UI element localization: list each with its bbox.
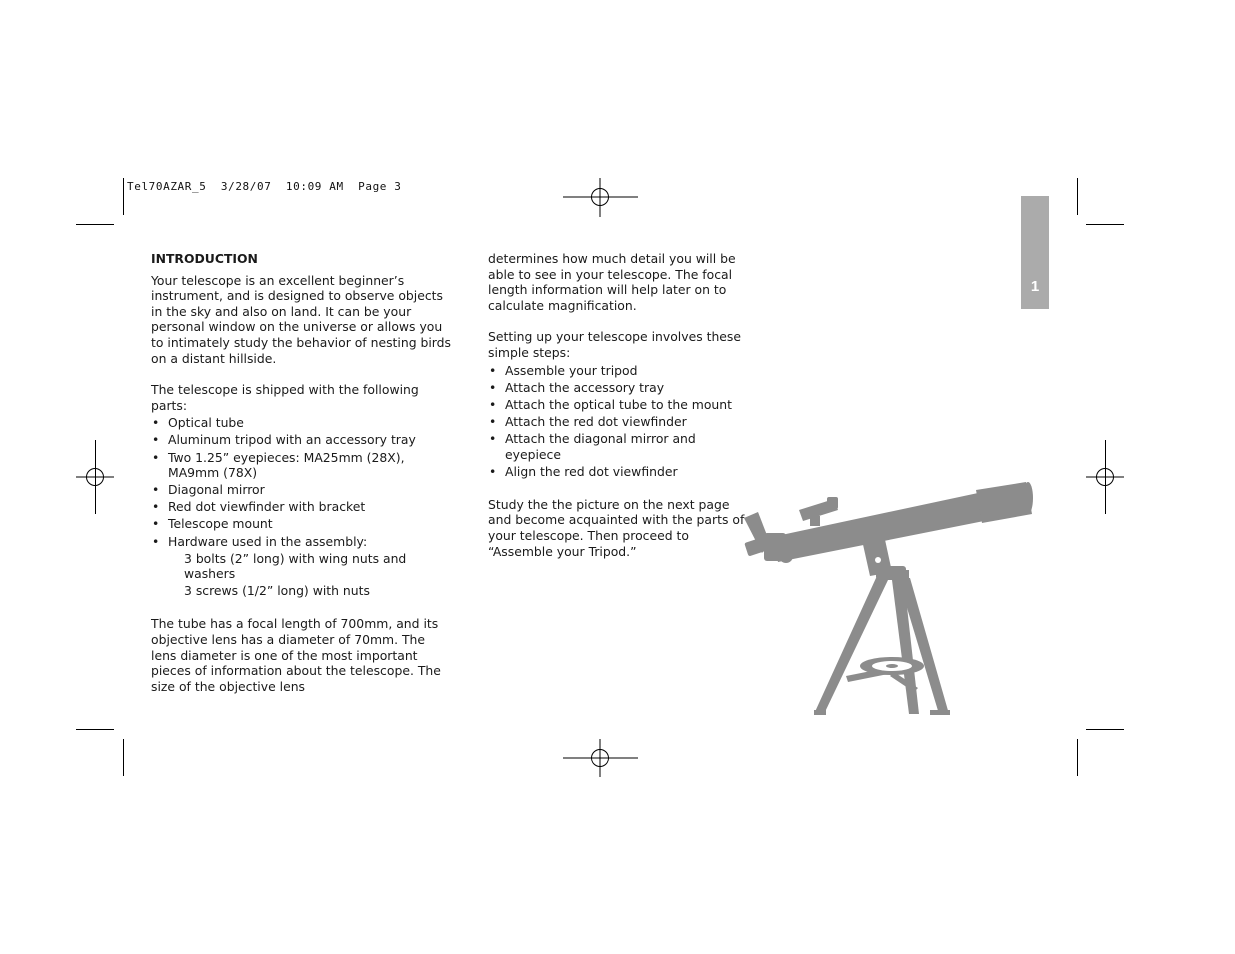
list-item: • Align the red dot viewfinder bbox=[488, 464, 750, 480]
list-item: • Diagonal mirror bbox=[151, 482, 451, 498]
list-item: • Optical tube bbox=[151, 415, 451, 431]
telescope-illustration bbox=[740, 478, 1040, 718]
hardware-item: 3 bolts (2” long) with wing nuts and washers bbox=[184, 550, 407, 582]
section-heading: INTRODUCTION bbox=[151, 251, 258, 266]
setup-column bbox=[488, 251, 750, 559]
steps-list bbox=[488, 363, 750, 480]
list-item: • Aluminum tripod with an accessory tray bbox=[151, 432, 451, 448]
list-item: • Hardware used in the assembly: bbox=[151, 534, 451, 550]
steps-intro: Setting up your telescope involves these simple steps: bbox=[488, 329, 741, 360]
hardware-item: 3 screws (1/2” long) with nuts bbox=[184, 583, 370, 599]
list-item: • Attach the optical tube to the mount bbox=[488, 397, 750, 413]
print-slug-line: Tel70AZAR_5 3/28/07 10:09 AM Page 3 bbox=[127, 180, 402, 193]
intro-paragraph: Your telescope is an excellent beginner’s instrument, and is designed to observe objects in the sky and also on land. It can be your personal window on the universe or allows you to intimately study the behavior of nesting birds on a distant hillside. bbox=[151, 272, 452, 366]
list-item: • Attach the diagonal mirror and eyepiece bbox=[488, 431, 750, 462]
list-item: • Two 1.25” eyepieces: MA25mm (28X), MA9mm (78X) bbox=[151, 450, 451, 481]
parts-list bbox=[151, 415, 451, 549]
crosshair-registration-mark-icon bbox=[563, 739, 638, 777]
parts-intro: The telescope is shipped with the following parts: bbox=[151, 382, 419, 413]
crosshair-registration-mark-icon bbox=[1086, 440, 1124, 514]
crosshair-registration-mark-icon bbox=[563, 178, 638, 217]
detail-paragraph: determines how much detail you will be able to see in your telescope. The focal length information will help later on to calculate magnification. bbox=[488, 251, 736, 313]
list-item: • Red dot viewfinder with bracket bbox=[151, 499, 451, 515]
page-tab-number: 1 bbox=[1030, 278, 1040, 295]
list-item: • Attach the accessory tray bbox=[488, 380, 750, 396]
list-item: • Attach the red dot viewfinder bbox=[488, 414, 750, 430]
list-item: • Assemble your tripod bbox=[488, 363, 750, 379]
page-tab bbox=[1021, 196, 1049, 309]
list-item: • Telescope mount bbox=[151, 516, 451, 532]
intro-column bbox=[151, 251, 451, 694]
focal-length-paragraph: The tube has a focal length of 700mm, and its objective lens has a diameter of 70mm. The lens diameter is one of the most important pieces of information about the telescope. The size of the objective lens bbox=[151, 616, 441, 694]
study-paragraph: Study the the picture on the next page and become acquainted with the parts of your telescope. Then proceed to “Assemble your Tripod.” bbox=[488, 496, 745, 559]
crosshair-registration-mark-icon bbox=[76, 440, 114, 514]
